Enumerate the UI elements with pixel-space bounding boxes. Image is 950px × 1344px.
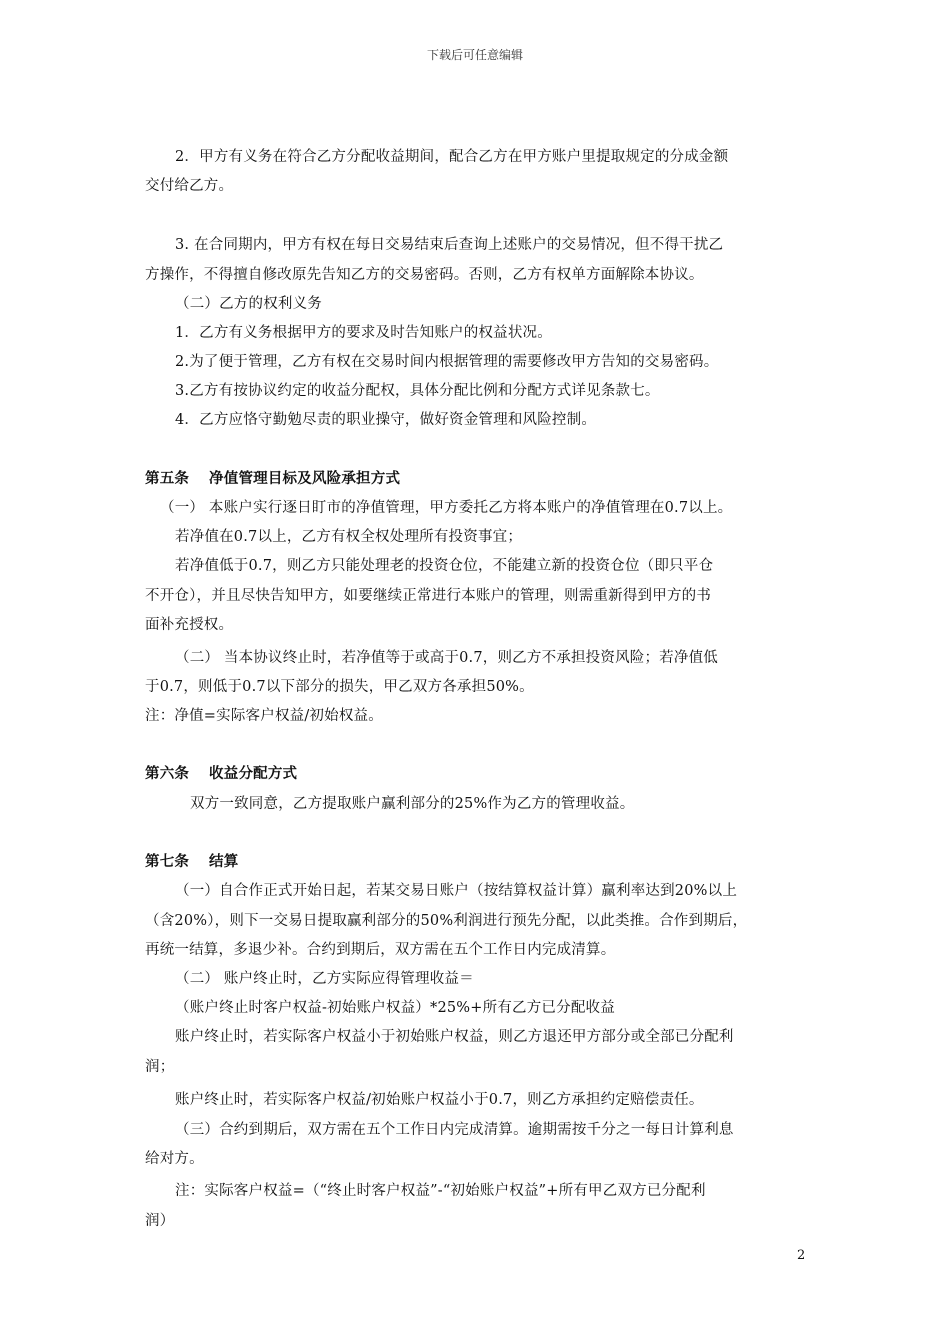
- text-line: （二）乙方的权利义务: [175, 296, 322, 312]
- text-line: 注：实际客户权益=（“终止时客户权益”-“初始账户权益”+所有甲乙双方已分配利: [175, 1183, 706, 1199]
- text-line: 再统一结算，多退少补。合约到期后，双方需在五个工作日内完成清算。: [145, 942, 616, 958]
- text-line: 给对方。: [145, 1151, 204, 1167]
- section-heading: 第七条 结算: [145, 854, 239, 870]
- section-heading: 第五条 净值管理目标及风险承担方式: [145, 471, 401, 487]
- text-line: （二） 当本协议终止时，若净值等于或高于0.7，则乙方不承担投资风险；若净值低: [175, 650, 718, 666]
- text-line: 交付给乙方。: [145, 178, 234, 194]
- text-line: （三）合约到期后，双方需在五个工作日内完成清算。逾期需按千分之一每日计算利息: [175, 1122, 734, 1138]
- text-line: （账户终止时客户权益-初始账户权益）*25%+所有乙方已分配收益: [175, 1000, 615, 1016]
- text-line: （一）自合作正式开始日起，若某交易日账户（按结算权益计算）赢利率达到20%以上: [175, 883, 738, 899]
- text-line: （一） 本账户实行逐日盯市的净值管理，甲方委托乙方将本账户的净值管理在0.7以上。: [160, 500, 733, 516]
- text-line: 润）: [145, 1213, 175, 1229]
- text-line: 注：净值=实际客户权益/初始权益。: [145, 708, 383, 724]
- text-line: 方操作，不得擅自修改原先告知乙方的交易密码。否则，乙方有权单方面解除本协议。: [145, 267, 704, 283]
- text-line: 账户终止时，若实际客户权益/初始账户权益小于0.7，则乙方承担约定赔偿责任。: [175, 1092, 704, 1108]
- text-line: 润；: [145, 1059, 175, 1075]
- text-line: 2．甲方有义务在符合乙方分配收益期间，配合乙方在甲方账户里提取规定的分成金额: [175, 149, 729, 165]
- text-line: （含20%），则下一交易日提取赢利部分的50%利润进行预先分配，以此类推。合作到期后，: [145, 913, 748, 929]
- text-line: （二） 账户终止时，乙方实际应得管理收益＝: [175, 971, 474, 987]
- text-line: 若净值低于0.7，则乙方只能处理老的投资仓位，不能建立新的投资仓位（即只平仓: [175, 558, 714, 574]
- text-line: 双方一致同意，乙方提取账户赢利部分的25%作为乙方的管理收益。: [190, 796, 635, 812]
- section-heading: 第六条 收益分配方式: [145, 766, 298, 782]
- page-header: 下载后可任意编辑: [426, 48, 523, 62]
- text-line: 若净值在0.7以上，乙方有权全权处理所有投资事宜；: [175, 529, 523, 545]
- text-line: 账户终止时，若实际客户权益小于初始账户权益，则乙方退还甲方部分或全部已分配利: [175, 1029, 734, 1045]
- text-line: 3.乙方有按协议约定的收益分配权，具体分配比例和分配方式详见条款七。: [175, 383, 660, 399]
- text-line: 不开仓），并且尽快告知甲方，如要继续正常进行本账户的管理，则需重新得到甲方的书: [145, 588, 712, 604]
- text-line: 面补充授权。: [145, 617, 234, 633]
- text-line: 于0.7，则低于0.7以下部分的损失，甲乙双方各承担50%。: [145, 679, 534, 695]
- text-line: 2.为了便于管理，乙方有权在交易时间内根据管理的需要修改甲方告知的交易密码。: [175, 354, 719, 370]
- text-line: 1．乙方有义务根据甲方的要求及时告知账户的权益状况。: [175, 325, 552, 341]
- text-line: 4．乙方应恪守勤勉尽责的职业操守，做好资金管理和风险控制。: [175, 412, 597, 428]
- text-line: 3. 在合同期内，甲方有权在每日交易结束后查询上述账户的交易情况，但不得干扰乙: [175, 237, 724, 253]
- page-number: 2: [797, 1248, 806, 1263]
